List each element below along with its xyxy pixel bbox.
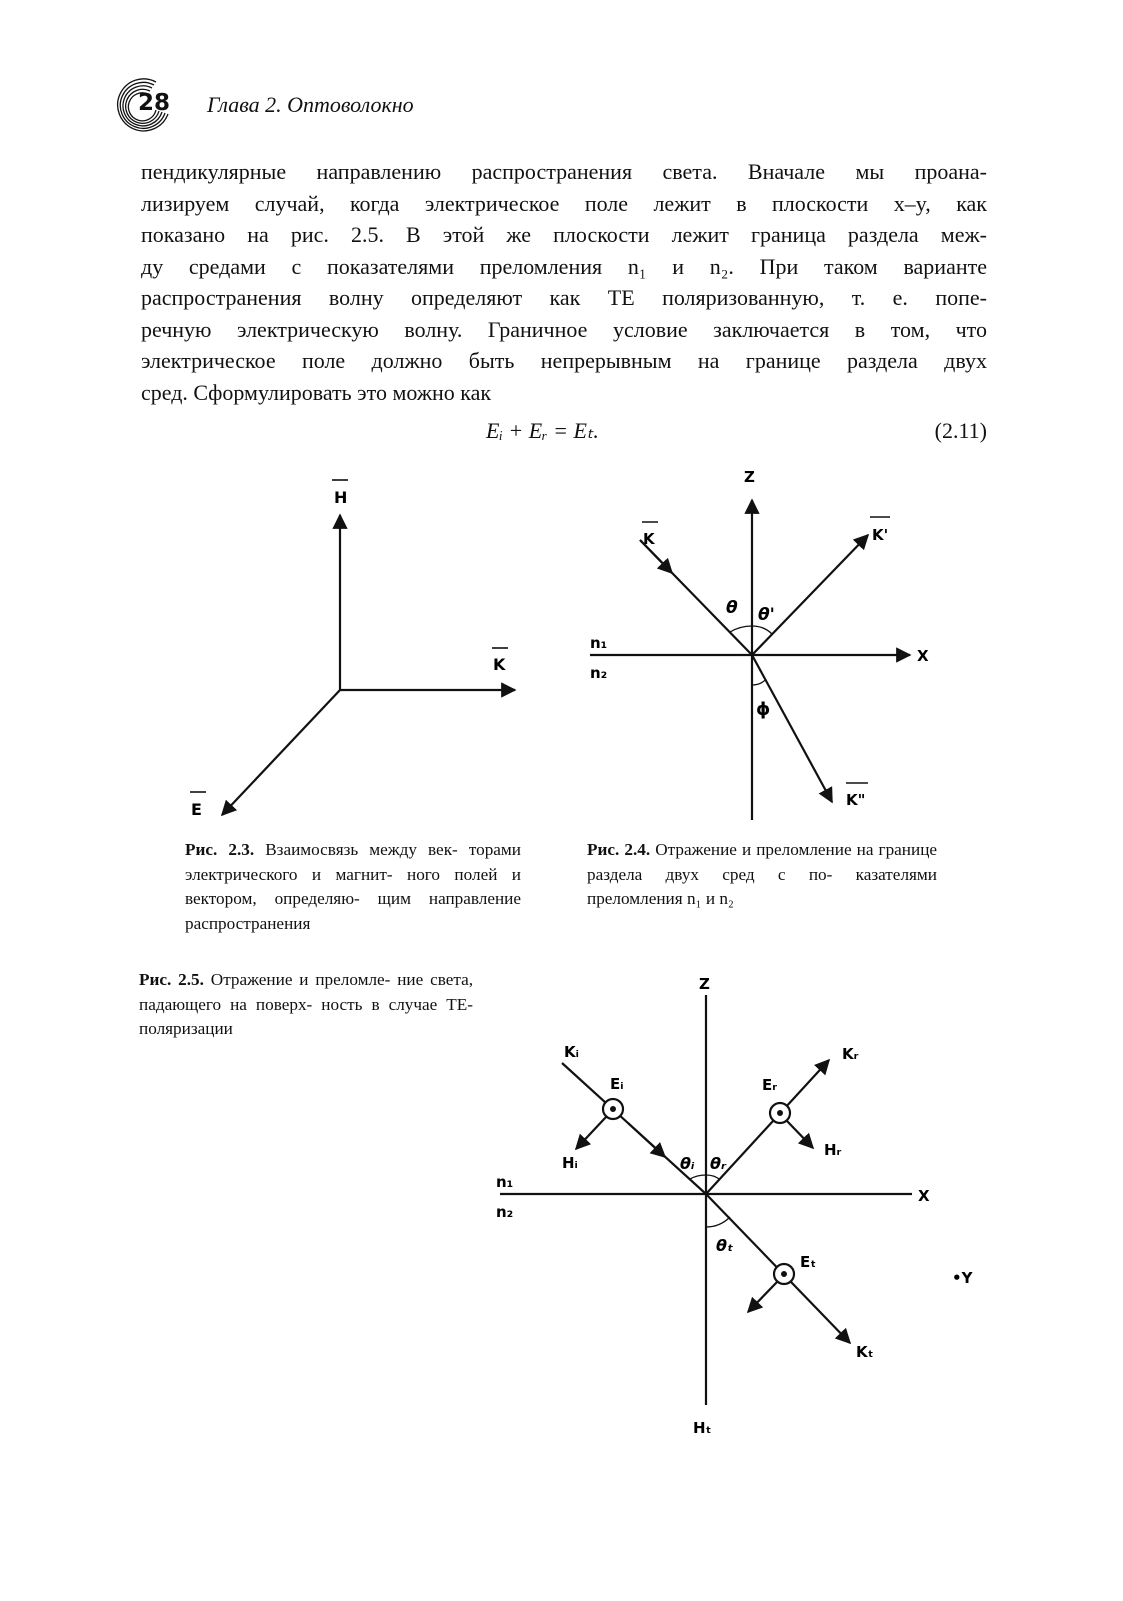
body-line: речную электрическую волну. Граничное условие заключается в том, что — [141, 316, 987, 342]
phi-label: ϕ — [756, 699, 771, 720]
caption-label: Рис. 2.5. — [139, 970, 204, 989]
caption-text: казателями преломления n₁ и n₂ — [587, 864, 937, 908]
caption-text: щим направление распространения — [185, 889, 522, 933]
page-header — [112, 74, 532, 134]
figure-2-4-caption — [587, 838, 937, 912]
figure-2-5 — [490, 965, 1000, 1460]
body-line: сред. Сформулировать это можно как — [141, 379, 492, 405]
equation-formula: Eᵢ + Eᵣ = Eₜ. — [486, 418, 599, 443]
ht-label: Hₜ — [693, 1419, 712, 1437]
hr-vector — [787, 1121, 813, 1148]
equation-number: (2.11) — [934, 418, 987, 443]
ei-label: Eᵢ — [610, 1075, 624, 1093]
theta-label: θ — [726, 598, 738, 618]
y-axis-label: •Y — [952, 1269, 973, 1287]
k-vector-label: K — [493, 655, 506, 674]
caption-text: ного полей и вектором, определяю- — [185, 864, 521, 908]
theta-t-label: θₜ — [716, 1236, 734, 1255]
et-label: Eₜ — [800, 1253, 817, 1271]
caption-text: Отражение и преломле- — [210, 970, 391, 989]
body-line: ду средами с показателями преломления n₁ и n₂. При таком варианте — [141, 253, 987, 279]
e-vector-axis — [222, 690, 340, 815]
body-line: электрическое поле должно быть непрерывным на границе раздела двух — [141, 348, 987, 373]
z-axis-label: Z — [699, 975, 710, 993]
caption-text: ние света, падающего на поверх- — [139, 970, 474, 1014]
kr-label: Kᵣ — [842, 1045, 859, 1063]
n2-label: n₂ — [590, 664, 608, 682]
body-line: показано на рис. 2.5. В этой же плоскости лежит граница раздела меж- — [141, 222, 987, 247]
figure-2-3-caption — [185, 838, 521, 936]
ki-label: Kᵢ — [564, 1043, 579, 1061]
theta-i-label: θᵢ — [680, 1154, 695, 1173]
n2-label: n₂ — [496, 1203, 514, 1221]
body-line: распространения волну определяют как TE поляризованную, т. е. попе- — [141, 285, 987, 310]
caption-text: Отражение и преломление — [655, 840, 852, 859]
kt-label: Kₜ — [856, 1343, 874, 1361]
theta-prime-label: θ' — [758, 605, 775, 625]
figure-2-5-caption — [139, 968, 473, 1042]
body-line: лизируем случай, когда электрическое поле лежит в плоскости x–y, как — [141, 190, 987, 216]
figure-2-4 — [580, 460, 950, 830]
equation-2-11 — [141, 418, 987, 452]
body-paragraph — [141, 156, 987, 408]
caption-text: Взаимосвязь между век- — [265, 840, 458, 859]
hi-vector — [576, 1117, 606, 1149]
reflected-ray — [752, 535, 868, 655]
e-vector-label: E — [191, 800, 202, 819]
x-axis-label: X — [917, 647, 929, 665]
x-axis-label: X — [918, 1187, 930, 1205]
hr-label: Hᵣ — [824, 1141, 842, 1159]
running-head: Глава 2. Оптоволокно — [207, 92, 414, 117]
hi-label: Hᵢ — [562, 1154, 578, 1172]
caption-text: ность в случае TE-поляризации — [139, 994, 473, 1038]
figure-2-3 — [180, 470, 540, 830]
n1-label: n₁ — [590, 634, 608, 652]
h-vector-label: H — [334, 488, 348, 507]
er-label: Eᵣ — [762, 1076, 777, 1094]
caption-label: Рис. 2.4. — [587, 840, 651, 859]
z-axis-label: Z — [744, 468, 755, 486]
k-label: K — [643, 530, 655, 548]
ht-vector — [748, 1282, 777, 1312]
k-dprime-label: K" — [846, 791, 866, 809]
page-number: 28 — [138, 90, 171, 116]
theta-r-label: θᵣ — [710, 1154, 727, 1173]
caption-label: Рис. 2.3. — [185, 840, 255, 859]
refracted-ray — [752, 655, 832, 802]
caption-text: торами электрического и магнит- — [185, 840, 521, 884]
n1-label: n₁ — [496, 1173, 514, 1191]
body-line: пендикулярные направлению распространения света. Вначале мы проана- — [141, 159, 987, 184]
caption-text: на границе раздела двух сред с по- — [587, 840, 938, 884]
k-prime-label: K' — [872, 526, 889, 544]
